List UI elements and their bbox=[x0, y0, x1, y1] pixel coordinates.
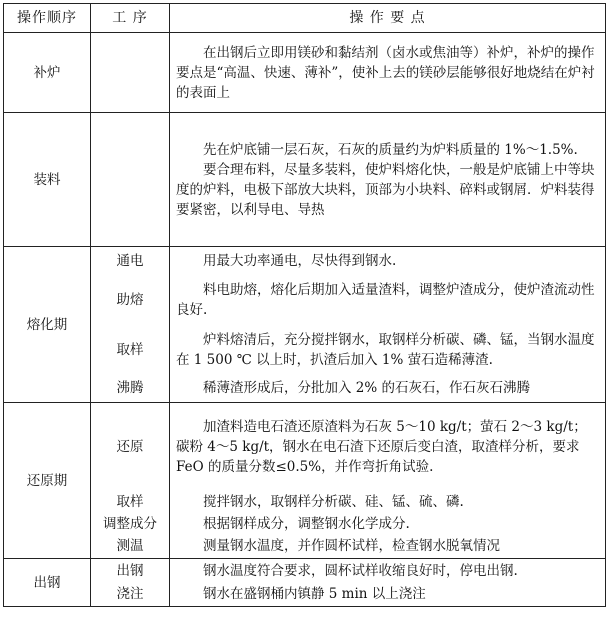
key-point-text: 加渣料造电石渣还原渣料为石灰 5～10 kg/t；萤石 2～3 kg/t；碳粉 4～5 kg/t，钢水在电石渣下还原后变白渣，取渣样分析，要求 FeO 的质量分数≤0.5%，并作弯折角试验. bbox=[176, 418, 587, 475]
key-point-cell bbox=[170, 247, 606, 275]
process-cell: 取样 bbox=[91, 325, 170, 375]
table-header-row bbox=[4, 4, 606, 33]
key-point-cell bbox=[170, 375, 606, 403]
table-row bbox=[4, 247, 606, 275]
process-cell-empty bbox=[91, 33, 170, 113]
table-row bbox=[4, 403, 606, 491]
header-process: 工 序 bbox=[91, 4, 170, 33]
table-row bbox=[4, 583, 606, 607]
process-cell: 测温 bbox=[91, 535, 170, 559]
stage-cell: 装料 bbox=[4, 113, 91, 247]
key-point-cell bbox=[170, 33, 606, 113]
process-cell: 助熔 bbox=[91, 275, 170, 325]
operation-table bbox=[3, 3, 606, 607]
key-point-text: 稀薄渣形成后，分批加入 2% 的石灰石，作石灰石沸腾 bbox=[203, 380, 530, 397]
table-row bbox=[4, 559, 606, 583]
process-cell: 出钢 bbox=[91, 559, 170, 583]
key-point-text: 钢水在盛钢桶内镇静 5 min 以上浇注 bbox=[203, 586, 426, 603]
table-row bbox=[4, 275, 606, 325]
key-point-text: 根据钢样成分，调整钢水化学成分. bbox=[203, 515, 410, 532]
key-point-cell bbox=[170, 325, 606, 375]
key-point-text: 用最大功率通电，尽快得到钢水. bbox=[203, 252, 397, 269]
table-row-zhuangliao bbox=[4, 113, 606, 247]
stage-cell: 还原期 bbox=[4, 403, 91, 559]
key-point-cell bbox=[170, 403, 606, 491]
process-cell: 调整成分 bbox=[91, 513, 170, 535]
stage-cell: 出钢 bbox=[4, 559, 91, 607]
table-row bbox=[4, 513, 606, 535]
key-point-cell bbox=[170, 491, 606, 513]
stage-cell: 熔化期 bbox=[4, 247, 91, 403]
process-cell: 沸腾 bbox=[91, 375, 170, 403]
process-cell: 通电 bbox=[91, 247, 170, 275]
key-point-text: 料电助熔，熔化后期加入适量渣料，调整炉渣成分，使炉渣流动性良好. bbox=[176, 281, 595, 318]
table-row bbox=[4, 325, 606, 375]
process-cell-empty bbox=[91, 113, 170, 247]
key-point-cell bbox=[170, 559, 606, 583]
process-cell: 取样 bbox=[91, 491, 170, 513]
key-point-text: 搅拌钢水，取钢样分析碳、硅、锰、硫、磷. bbox=[203, 493, 464, 510]
table-row bbox=[4, 535, 606, 559]
key-point-text: 在出钢后立即用镁砂和黏结剂（卤水或焦油等）补炉，补炉的操作要点是“高温、快速、薄补”，使补上去的镁砂层能够很好地烧结在炉衬的表面上 bbox=[176, 44, 595, 101]
table-row bbox=[4, 491, 606, 513]
header-operation-order: 操作顺序 bbox=[4, 4, 91, 33]
key-point-text: 先在炉底铺一层石灰，石灰的质量约为炉料质量的 1%～1.5%. bbox=[203, 141, 578, 158]
key-point-text: 钢水温度符合要求，圆杯试样收缩良好时，停电出钢. bbox=[203, 562, 518, 579]
table-row-bulu bbox=[4, 33, 606, 113]
key-point-cell bbox=[170, 275, 606, 325]
process-cell: 还原 bbox=[91, 403, 170, 491]
process-cell: 浇注 bbox=[91, 583, 170, 607]
table-row bbox=[4, 375, 606, 403]
key-point-text: 测量钢水温度，并作圆杯试样，检查钢水脱氧情况 bbox=[203, 538, 500, 555]
stage-cell: 补炉 bbox=[4, 33, 91, 113]
key-point-cell bbox=[170, 583, 606, 607]
key-point-cell bbox=[170, 535, 606, 559]
key-point-text: 炉料熔清后，充分搅拌钢水，取钢样分析碳、磷、锰，当钢水温度在 1 500 ℃ 以上时，扒渣后加入 1% 萤石造稀薄渣. bbox=[176, 331, 595, 368]
key-point-text: 要合理布料，尽量多装料，使炉料熔化快，一般是炉底铺上中等块度的炉料，电极下部放大块料，顶部为小块料、碎料或钢屑．炉料装得要紧密，以利导电、导热 bbox=[176, 161, 595, 218]
key-point-cell bbox=[170, 513, 606, 535]
header-key-points: 操 作 要 点 bbox=[170, 4, 606, 33]
key-point-cell bbox=[170, 113, 606, 247]
